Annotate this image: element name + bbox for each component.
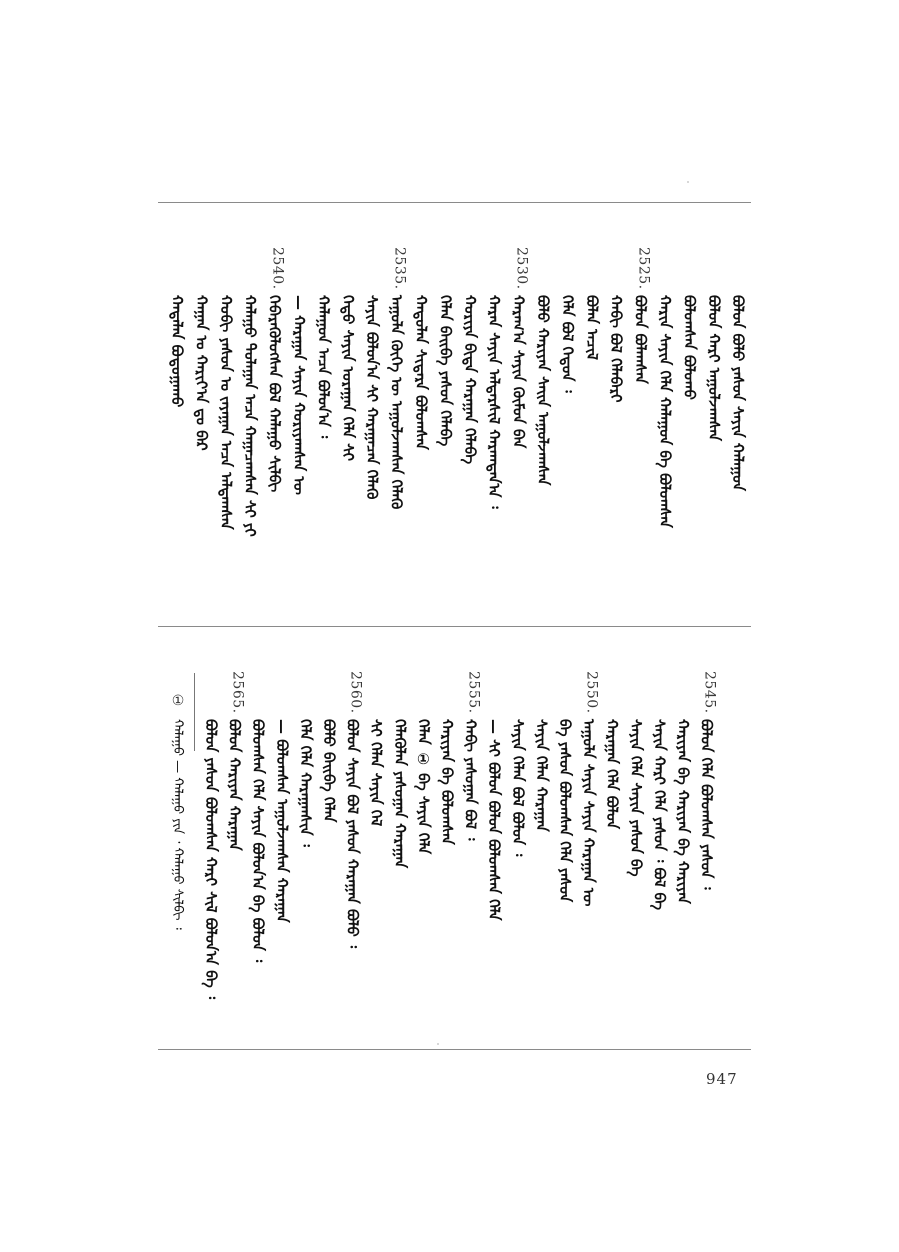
bottom-rule xyxy=(158,1049,751,1050)
verse-line xyxy=(335,203,359,623)
verse-text: ᠬᠠᠳᠤᠯᠠᠨ ᠰᠢᠳᠠᠷᠠ ᠪᠣᠯᠤᠭᠰᠠᠨ xyxy=(412,295,430,450)
verse-text: ᠰᠠᠶᠢᠨ ᠬᠡᠯᠡᠨ ᠪᠣᠯ ᠪᠣᠯᠤᠨ ᠄ xyxy=(508,719,527,857)
verse-line xyxy=(387,627,411,1047)
verse-line xyxy=(506,203,530,623)
verse-line xyxy=(410,627,434,1047)
verse-line xyxy=(198,627,222,1047)
verse-line xyxy=(340,627,364,1047)
verse-line xyxy=(725,203,749,623)
verse-text: ᠬᠠᠷᠠᠭᠠᠨ ᠬᠡᠯᠡ ᠪᠣᠯᠤᠨ xyxy=(603,719,622,830)
verse-text: ᠪᠣᠯᠤ ᠬᠠᠷᠢᠶᠠᠨ ᠰᠠᠢᠨ ᠠᠭᠤᠯᠵᠠᠭᠰᠠᠨ xyxy=(534,295,552,486)
verse-text: ᠬᠡᠯᠡᠨ ① ᠪᠠ ᠰᠠᠶᠢᠨ ᠬᠡᠯᠡ xyxy=(414,719,433,855)
verse-text: ᠬᠡᠯᠡᠨ ᠪᠠᠢᠪᠠ ᠶᠠᠰᠤᠨ ᠬᠡᠯᠡᠪᠡ xyxy=(436,295,455,447)
verse-line xyxy=(434,627,458,1047)
verse-text: ᠬᠠᠯᠠᠭᠤᠨ ᠠᠴᠠ ᠪᠣᠯᠤᠨ᠎ᠠ ᠄ xyxy=(314,295,333,439)
verse-text: ᠪᠣᠯᠠᠨ ᠠᠴᠢᠯ xyxy=(582,295,601,361)
verse-text: ᠬᠡᠪᠡᠷᠡᠭᠦᠯᠦᠭᠰᠡᠨ ᠪᠤᠯ ᠬᠠᠯᠠᠭᠤ ᠰᠢᠯᠪᠢ xyxy=(265,295,284,493)
verse-line xyxy=(310,203,334,623)
verse-line xyxy=(694,627,718,1047)
verse-text: ᠪᠣᠯᠤᠭᠰᠠᠨ ᠬᠡᠯᠡ ᠰᠠᠶᠢᠨ ᠪᠣᠯᠤᠨ᠎ᠠ ᠪᠠ ᠪᠣᠯᠤᠨ ᠄ xyxy=(249,719,268,963)
verse-line xyxy=(623,627,647,1047)
verse-line xyxy=(359,203,383,623)
verse-text: ᠬᠠᠷᠢᠨ ᠰᠠᠶᠢᠨ ᠬᠡᠯᠡ ᠬᠠᠯᠠᠭᠤᠨ ᠪᠠ ᠪᠣᠯᠣᠭᠰᠠᠨ xyxy=(656,295,674,528)
verse-line xyxy=(670,627,694,1047)
verse-text: ᠬᠡᠯᠡᠬᠦᠯᠡᠨ ᠶᠠᠰᠤᠭᠠᠨ ᠬᠠᠷᠠᠭᠠᠨ xyxy=(390,719,409,869)
verse-text: ᠬᠠᠷᠢᠶᠠᠨ ᠪᠠ ᠪᠣᠯᠤᠭᠰᠠᠨ xyxy=(438,719,456,845)
verse-text: — ᠰᠢ ᠪᠣᠯᠤᠨ ᠪᠣᠯᠤᠨ ᠪᠣᠯᠤᠭᠰᠠᠨ ᠬᠡᠯᠡ xyxy=(485,719,504,921)
verse-line xyxy=(652,203,676,623)
verse-line xyxy=(262,203,286,623)
verse-text: ᠪᠣᠯᠤᠨ ᠪᠣᠯᠤ ᠶᠠᠰᠤᠨ ᠰᠠᠶᠢᠨ ᠬᠠᠯᠠᠭᠤᠨ xyxy=(729,295,748,492)
verse-text: ᠪᠠ ᠶᠠᠰᠤᠨ ᠪᠣᠯᠤᠭᠰᠠᠨ ᠬᠡᠯᠡ ᠶᠠᠰᠤᠨ xyxy=(556,719,574,903)
line-number: 2535. xyxy=(391,247,408,290)
verse-line xyxy=(579,203,603,623)
verse-text: — ᠪᠣᠯᠤᠭᠰᠠᠨ ᠠᠭᠤᠯᠵᠠᠭᠰᠠᠨ ᠬᠠᠷᠠᠭᠠᠨ xyxy=(272,719,291,923)
verse-text: ᠬᠡᠳᠦ ᠰᠠᠶᠢᠨ ᠤᠷᠠᠭᠠᠨ ᠬᠡᠯᠡ ᠰᠢ xyxy=(338,295,357,461)
verse-text: ᠬᠠᠪᠢ ᠶᠠᠰᠤᠭᠠᠨ ᠪᠣᠯ ᠄ xyxy=(461,719,480,841)
line-number: 2560. xyxy=(347,671,364,714)
verse-text: ᠰᠠᠶᠢᠨ ᠬᠡᠯᠡᠨ ᠬᠠᠷᠠᠭᠠᠨ xyxy=(532,719,551,832)
verse-text: ᠬᠠᠭᠠᠨ ᠤ ᠬᠠᠷᠢᠶ᠎ᠠ ᠳᠤ ᠪᠡᠷ xyxy=(192,295,211,451)
line-number: 2530. xyxy=(513,247,530,290)
verse-line xyxy=(269,627,293,1047)
verse-line xyxy=(316,627,340,1047)
verse-text: ᠬᠠᠯᠠᠭᠤ ᠳᠤᠯᠠᠭᠠᠨ ᠠᠴᠠ ᠬᠠᠭᠠᠴᠠᠭᠰᠠᠨ ᠰᠢ ᠶᠢ xyxy=(241,295,260,537)
verse-text: ᠬᠡᠯᠡ ᠬᠡᠯᠡ ᠬᠠᠷᠠᠭᠠᠨᠰᠢᠨ ᠄ xyxy=(296,719,315,847)
verse-line xyxy=(432,203,456,623)
page-number: 947 xyxy=(706,1070,738,1088)
verse-text: ᠪᠣᠯᠤᠨ ᠬᠡᠯᠡ ᠪᠣᠯᠤᠭᠰᠠᠨ ᠶᠠᠰᠤᠨ ᠄ xyxy=(697,719,716,890)
verse-text: ᠪᠣᠯᠤᠨ ᠰᠠᠶᠢᠨ ᠪᠣᠯ ᠶᠠᠰᠤᠨ ᠬᠠᠷᠠᠭᠠᠨ ᠪᠣᠯᠤ ᠄ xyxy=(343,719,362,949)
upper-verse-block xyxy=(158,203,751,626)
speck xyxy=(437,1043,439,1045)
verse-text: ᠬᠠᠷᠠᠭ᠎ᠠ ᠰᠠᠶᠢᠨ ᠬᠦᠮᠦᠨ ᠪᠠᠨ xyxy=(509,295,528,449)
verse-text: ᠬᠠᠳᠠᠯᠠᠨ ᠪᠣᠳᠣᠭᠠᠬᠤ xyxy=(168,295,186,408)
verse-line xyxy=(603,203,627,623)
verse-line xyxy=(676,203,700,623)
verse-line xyxy=(481,627,505,1047)
verse-line xyxy=(505,627,529,1047)
verse-line xyxy=(286,203,310,623)
verse-text: ᠬᠠᠪᠢ ᠪᠤᠯ ᠬᠡᠯᠡᠪᠡᠷᠢ xyxy=(607,295,626,403)
verse-text: ᠰᠠᠶᠢᠨ ᠪᠣᠯᠣᠨ᠎ᠠ ᠰᠢ ᠬᠠᠷᠠᠭᠠᠴᠠᠨ ᠬᠡᠯᠡᠬᠦ xyxy=(363,295,382,500)
verse-line xyxy=(646,627,670,1047)
verse-line xyxy=(384,203,408,623)
verse-line xyxy=(528,627,552,1047)
verse-text: ᠬᠡᠯᠡ ᠪᠣᠯ ᠬᠡᠳᠦᠨ ᠄ xyxy=(558,295,577,393)
verse-line xyxy=(188,203,212,623)
footnote-marker: ① xyxy=(170,693,186,709)
verse-text: ᠠᠭᠤᠯᠠ ᠰᠠᠶᠢᠨ ᠰᠠᠶᠢᠨ ᠬᠠᠷᠠᠭᠠᠨ ᠦ xyxy=(579,719,598,907)
line-number: 2545. xyxy=(701,671,718,714)
verse-line xyxy=(213,203,237,623)
verse-text: ᠪᠣᠯᠤᠨ ᠬᠠᠷᠢ ᠠᠭᠤᠯᠵᠠᠭᠰᠠᠨ xyxy=(704,295,723,441)
verse-line xyxy=(237,203,261,623)
line-number: 2555. xyxy=(465,671,482,714)
verse-line xyxy=(552,627,576,1047)
speck xyxy=(687,181,689,183)
verse-line xyxy=(554,203,578,623)
line-number: 2540. xyxy=(269,247,286,290)
line-number: 2550. xyxy=(583,671,600,714)
verse-text: ᠪᠣᠯᠤ ᠪᠠᠢᠪᠠ ᠬᠡᠯᠡᠨ xyxy=(320,719,338,823)
verse-text: ᠰᠢ ᠬᠡᠯᠡᠨ ᠰᠠᠶᠢᠨ ᠬᠡᠯ xyxy=(367,719,386,827)
verse-text: ᠬᠤᠷᠢᠶᠠ ᠪᠢᠳᠠ ᠬᠠᠷᠠᠭᠠᠨ ᠬᠡᠯᠡᠪᠡ xyxy=(460,295,479,465)
verse-line xyxy=(363,627,387,1047)
lower-verse-block xyxy=(158,627,751,1049)
verse-text: ᠪᠣᠯᠣᠨ ᠪᠣᠯᠠᠭᠰᠠᠨ xyxy=(631,295,650,384)
verse-text: ᠬᠤᠪᠢ ᠶᠠᠰᠤᠨ ᠤ ᠵᠠᠶᠠᠭᠠᠨ ᠠᠴᠠ ᠠᠯᠳᠠᠭᠰᠠᠨ xyxy=(216,295,235,530)
verse-line xyxy=(164,203,188,623)
footnote-text: ᠬᠠᠯᠠᠭᠤ — ᠬᠠᠯᠠᠭᠤ ᠶᠢᠨ ᠂ ᠬᠠᠯᠠᠭᠤ ᠰᠢᠯᠪᠢ ᠄ xyxy=(170,719,185,930)
verse-text: ᠰᠠᠶᠢᠨ ᠬᠠᠷᠢ ᠬᠡᠯᠡ ᠶᠠᠰᠤᠨ ᠄ ᠪᠣᠯ ᠪᠠ xyxy=(650,719,669,911)
verse-line xyxy=(245,627,269,1047)
verse-line xyxy=(530,203,554,623)
line-number: 2565. xyxy=(229,671,246,714)
verse-line xyxy=(457,203,481,623)
verse-text: ᠪᠣᠯᠤᠨ ᠬᠠᠷᠢᠶᠠᠨ ᠬᠠᠷᠠᠭᠠᠨ xyxy=(225,719,244,851)
verse-line xyxy=(481,203,505,623)
verse-text: ᠠᠭᠤᠯᠠ ᠬᠦᠬᠡ ᠦ ᠠᠭᠤᠯᠵᠠᠭᠰᠠᠨ ᠬᠡᠯᠡᠬᠦ xyxy=(387,295,406,510)
verse-line xyxy=(222,627,246,1047)
verse-text: ᠪᠣᠯᠤᠭᠰᠠᠨ ᠪᠣᠯᠤᠬᠤ xyxy=(680,295,699,400)
verse-text: ᠰᠠᠶᠢᠨ ᠬᠡᠯᠡ ᠰᠠᠶᠢᠨ ᠶᠠᠰᠤᠨ ᠪᠠ xyxy=(626,719,645,877)
verse-text: — ᠬᠠᠷᠠᠭᠠᠨ ᠰᠠᠶᠢᠨ ᠬᠤᠷᠢᠶᠠᠭᠰᠠᠨ ᠦ xyxy=(290,295,308,495)
verse-line xyxy=(408,203,432,623)
verse-text: ᠬᠠᠷᠢᠶᠠᠨ ᠪᠠ ᠬᠠᠷᠢᠶᠠᠨ ᠪᠠ ᠬᠠᠷᠢᠶᠠᠨ xyxy=(674,719,692,904)
verse-text: ᠪᠣᠯᠤᠨ ᠶᠠᠰᠤᠨ ᠪᠣᠯᠤᠭᠰᠠᠨ ᠬᠠᠷᠢ ᠰᠢᠯ ᠪᠣᠯᠤᠨ᠎ᠠ ᠪᠠ ᠄ xyxy=(202,719,220,1000)
footnote xyxy=(164,627,188,1047)
verse-text: ᠬᠠᠷᠠᠨ ᠰᠠᠶᠢᠨ ᠠᠯᠳᠠᠷᠰᠢᠯ ᠬᠠᠷᠠᠭᠳᠠᠨ᠎ᠠ ᠄ xyxy=(485,295,504,509)
verse-line xyxy=(292,627,316,1047)
verse-line xyxy=(576,627,600,1047)
verse-line xyxy=(701,203,725,623)
verse-line xyxy=(599,627,623,1047)
line-number: 2525. xyxy=(635,247,652,290)
verse-line xyxy=(628,203,652,623)
verse-line xyxy=(458,627,482,1047)
footnote-separator xyxy=(194,673,195,751)
